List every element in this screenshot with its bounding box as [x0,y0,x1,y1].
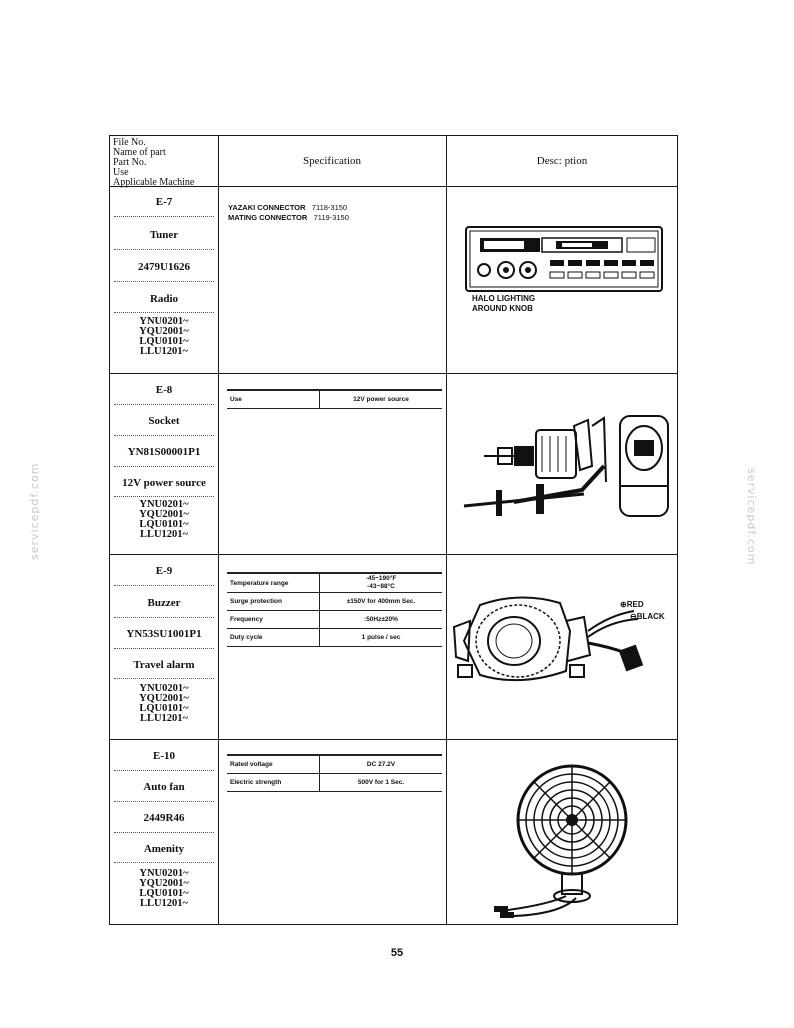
parts-sheet-table [109,135,678,925]
part-name-e9: Buzzer [147,597,181,609]
caption-halo-lighting: HALO LIGHTING AROUND KNOB [472,294,536,313]
part-no-e8: YN81S00001P1 [127,446,201,458]
header-label-applicable-machine: Applicable Machine [113,177,195,188]
watermark-right: servicepdf.com [745,468,758,566]
part-name-e8: Socket [148,415,180,427]
use-e8: 12V power source [122,477,206,489]
part-no-e9: YN53SU1001P1 [126,628,202,640]
row-divider-3 [110,739,677,740]
header-field-labels [113,138,217,188]
part-name-e10: Auto fan [143,781,185,793]
header-description: Desc: ption [536,155,588,167]
header-specification: Specification [302,155,362,167]
radio-tuner-icon [462,224,667,296]
auto-fan-icon [490,764,650,919]
spec-e7: YAZAKI CONNECTOR 7118-3150 MATING CONNECTOR 7119-3150 [228,203,349,222]
part-name-e7: Tuner [149,229,179,241]
part-no-e10: 2449R46 [143,812,185,824]
header-label-use: Use [113,167,129,178]
row-divider-1 [110,373,677,374]
watermark-left: servicepdf.com [28,462,41,560]
part-no-e7: 2479U1626 [138,261,190,273]
page-number: 55 [390,947,404,959]
use-e9: Travel alarm [133,659,195,671]
wire-label-black: ⊖BLACK [630,612,665,621]
file-no-e9: E-9 [155,565,173,577]
machines-e10: YNU0201~ YQU2001~ LQU0101~ LLU1201~ [139,868,189,909]
wire-label-red: ⊕RED [620,600,644,609]
spec-table-e9: Temperature range -45~190°F -43~88°C Surge protection ±150V for 400mm Sec. Frequency :50Hz±20% Duty cycle 1 pulse / sec [227,572,442,647]
row-divider-2 [110,554,677,555]
spec-table-e10: Rated voltage DC 27.2V Electric strength 500V for 1 Sec. [227,754,442,792]
machines-e8: YNU0201~ YQU2001~ LQU0101~ LLU1201~ [139,499,189,540]
column-divider-right [446,136,447,924]
file-no-e8: E-8 [155,384,173,396]
file-no-e7: E-7 [155,196,173,208]
machines-e7: YNU0201~ YQU2001~ LQU0101~ LLU1201~ [139,316,189,357]
column-divider-left [218,136,219,924]
machines-e9: YNU0201~ YQU2001~ LQU0101~ LLU1201~ [139,683,189,724]
file-no-e10: E-10 [153,750,175,762]
power-socket-icon [454,406,676,526]
header-label-name-of-part: Name of part [113,147,166,158]
use-e10: Amenity [143,843,185,855]
header-label-file-no: File No. [113,137,146,148]
spec-table-e8: Use 12V power source [227,389,442,409]
header-label-part-no: Part No. [113,157,147,168]
use-e7: Radio [149,293,179,305]
